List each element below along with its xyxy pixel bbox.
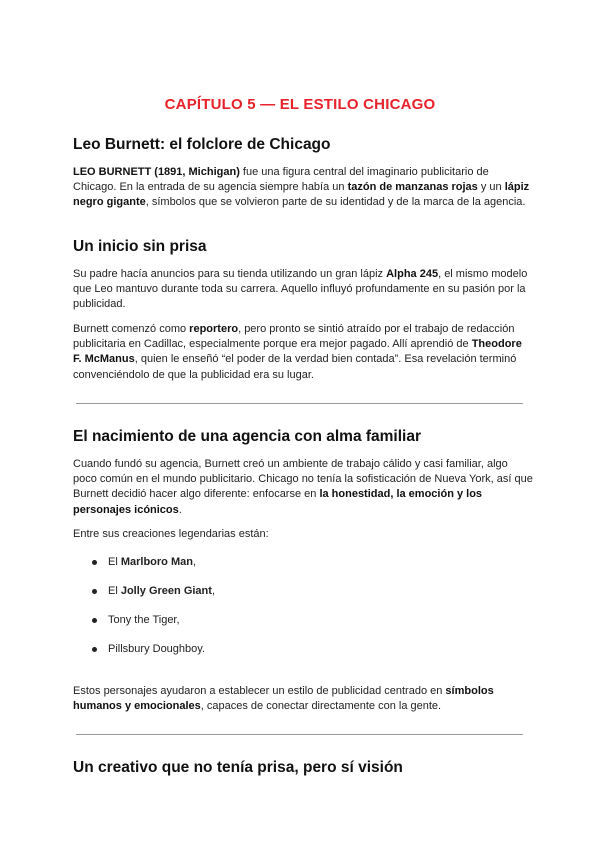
paragraph-creaciones: Entre sus creaciones legendarias están: — [73, 528, 269, 540]
bold-text: reportero — [189, 323, 239, 335]
text: , el mismo modelo que Leo mantuvo durante toda su carrera. Aquello influyó profundamente en su pasión por la publicidad. — [73, 268, 528, 311]
paragraph-reportero — [73, 322, 533, 383]
bold-text: la honestidad, la emoción y los personajes icónicos — [73, 488, 483, 516]
text: El — [108, 556, 121, 568]
bullet-icon — [92, 560, 97, 565]
text: , — [192, 556, 197, 568]
text: Pillsbury Doughboy. — [108, 643, 206, 655]
bold-text: Alpha 245 — [386, 268, 439, 280]
bullet-icon — [92, 589, 97, 594]
bullet-icon — [92, 647, 97, 652]
section-heading-agencia: El nacimiento de una agencia con alma familiar — [73, 428, 422, 445]
text: , símbolos que se volvieron parte de su identidad y de la marca de la agencia. — [145, 196, 526, 209]
section-heading-leo-burnett: Leo Burnett: el folclore de Chicago — [73, 136, 331, 153]
bold-text: Marlboro Man — [120, 556, 193, 568]
text: Burnett comenzó como — [73, 323, 190, 335]
text: , capaces de conectar directamente con la gente. — [200, 700, 442, 713]
bold-text: tazón de manzanas rojas — [347, 181, 478, 194]
bold-text: Jolly Green Giant — [120, 585, 212, 597]
paragraph-intro — [73, 165, 533, 211]
text: . — [178, 503, 182, 516]
section-heading-creativo: Un creativo que no tenía prisa, pero sí visión — [73, 759, 403, 776]
section-heading-inicio: Un inicio sin prisa — [73, 238, 207, 255]
text: Tony the Tiger, — [108, 614, 180, 626]
bold-text: lápiz negro gigante — [73, 181, 530, 209]
paragraph-padre — [73, 267, 533, 313]
horizontal-rule — [76, 734, 523, 735]
text: Su padre hacía anuncios para su tienda utilizando un gran lápiz — [73, 268, 387, 280]
bullet-icon — [92, 618, 97, 623]
paragraph-personajes — [73, 684, 533, 714]
text: , — [211, 585, 215, 597]
paragraph-agencia — [73, 457, 533, 518]
bold-text: LEO BURNETT (1891, Michigan) — [73, 166, 240, 178]
bold-text: Theodore F. McManus — [73, 338, 522, 366]
chapter-title: CAPÍTULO 5 — EL ESTILO CHICAGO — [164, 96, 436, 113]
bold-text: símbolos humanos y emocionales — [73, 685, 494, 713]
text: Estos personajes ayudaron a establecer un estilo de publicidad centrado en — [73, 685, 446, 697]
horizontal-rule — [76, 403, 523, 404]
text: Cuando fundó su agencia, Burnett creó un ambiente de trabajo cálido y casi familiar, algo poco común en el mundo publicitario. Chicago no tenía la sofisticación de Nueva York, así que Burnett decidió hacer algo diferente: enfocarse en — [73, 458, 533, 501]
text: , pero pronto se sintió atraído por el trabajo de redacción publicitaria en Cadillac, especialmente porque era mejor pagado. Allí aprendió de — [73, 323, 515, 351]
text: y un — [477, 181, 505, 194]
text: , quien le enseñó “el poder de la verdad bien contada”. Esa revelación terminó convenciéndolo de que la publicidad era su lugar. — [73, 353, 517, 381]
text: El — [108, 585, 121, 597]
text: fue una figura central del imaginario publicitario de Chicago. En la entrada de su agencia siempre había un — [73, 166, 489, 194]
